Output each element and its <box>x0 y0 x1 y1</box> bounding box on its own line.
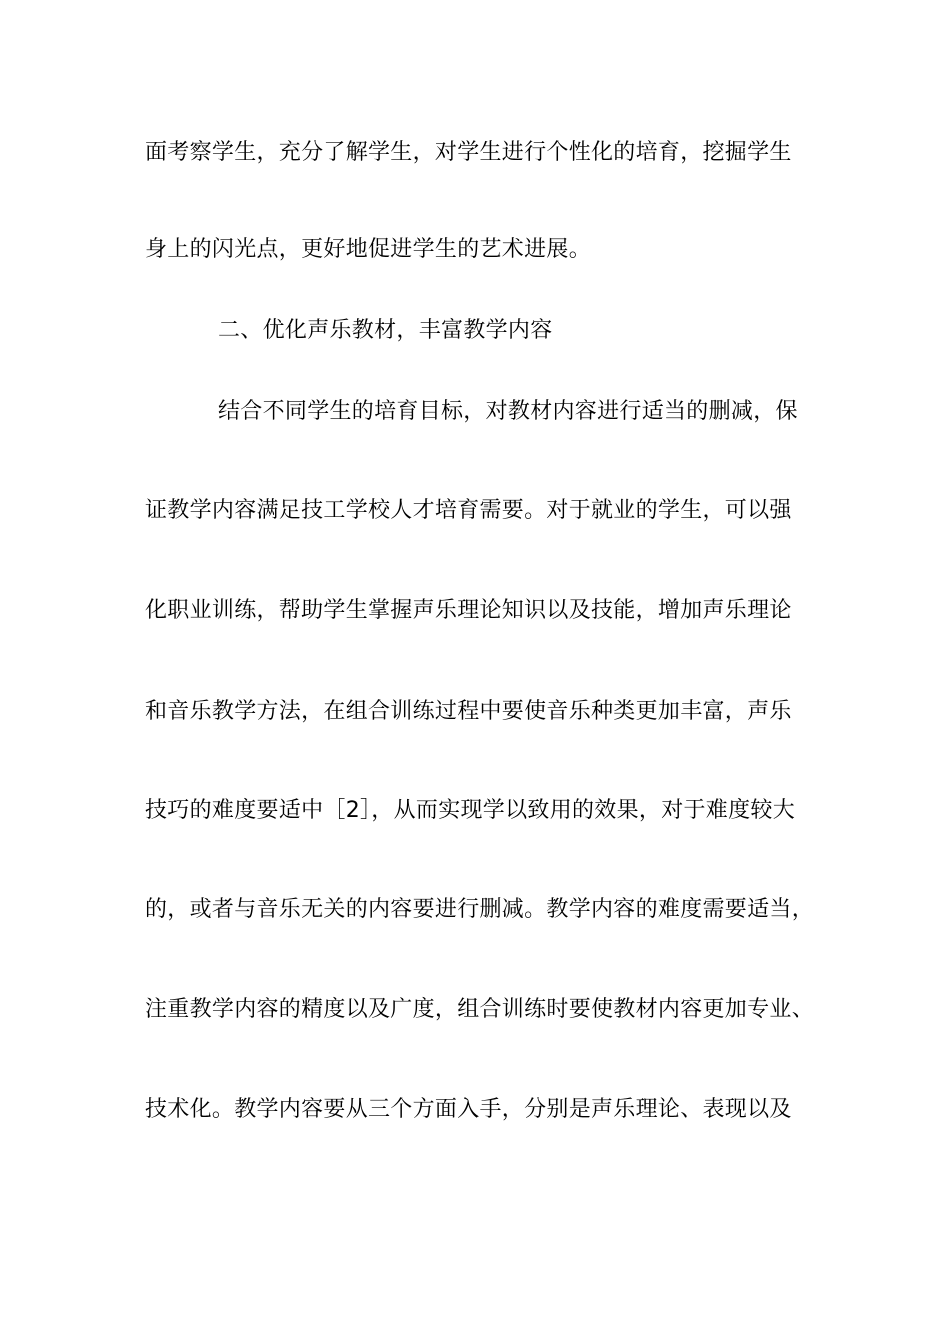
paragraph-line: 化职业训练，帮助学生掌握声乐理论知识以及技能，增加声乐理论 <box>145 598 792 623</box>
paragraph-line: 注重教学内容的精度以及广度，组合训练时要使教材内容更加专业、 <box>145 997 815 1022</box>
paragraph-line: 技巧的难度要适中［2］，从而实现学以致用的效果，对于难度较大 <box>145 798 795 823</box>
paragraph-line: 证教学内容满足技工学校人才培育需要。对于就业的学生，可以强 <box>145 498 792 523</box>
paragraph-line: 的，或者与音乐无关的内容要进行删减。教学内容的难度需要适当， <box>145 897 815 922</box>
paragraph-line: 技术化。教学内容要从三个方面入手，分别是声乐理论、表现以及 <box>145 1097 792 1122</box>
section-heading: 二、优化声乐教材，丰富教学内容 <box>218 318 553 343</box>
paragraph-line: 和音乐教学方法，在组合训练过程中要使音乐种类更加丰富，声乐 <box>145 699 792 724</box>
paragraph-line: 面考察学生，充分了解学生，对学生进行个性化的培育，挖掘学生 <box>145 140 792 165</box>
paragraph-line: 结合不同学生的培育目标，对教材内容进行适当的删减，保 <box>218 399 798 424</box>
paragraph-line: 身上的闪光点，更好地促进学生的艺术进展。 <box>145 237 592 262</box>
